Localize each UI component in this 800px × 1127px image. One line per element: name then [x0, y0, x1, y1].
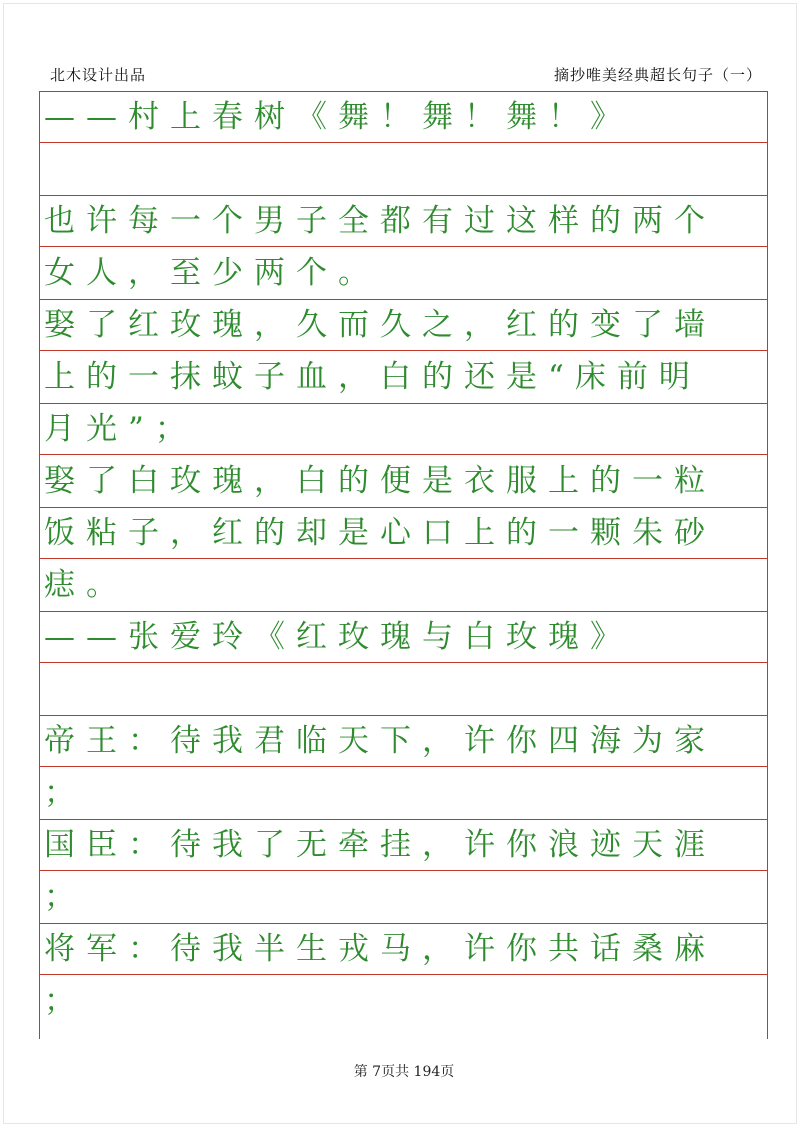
text-line: ——张爱玲《红玫瑰与白玫瑰》 — [44, 619, 632, 655]
text-line: 饭粘子，红的却是心口上的一颗朱砂 — [44, 515, 716, 551]
notebook-page — [4, 4, 796, 1123]
text-line: 国臣：待我了无牵挂，许你浪迹天涯 — [44, 827, 716, 863]
text-line: ； — [44, 775, 86, 811]
publisher-label: 北木设计出品 — [50, 66, 147, 84]
text-line: 痣。 — [44, 567, 128, 603]
text-line: 娶了白玫瑰，白的便是衣服上的一粒 — [44, 463, 716, 499]
text-line: 娶了红玫瑰，久而久之，红的变了墙 — [44, 307, 716, 343]
text-line: 将军：待我半生戎马，许你共话桑麻 — [44, 931, 716, 967]
text-line: 帝王：待我君临天下，许你四海为家 — [44, 723, 716, 759]
text-line: 女人，至少两个。 — [44, 255, 380, 291]
text-line: ； — [44, 879, 86, 915]
text-line: 月光”； — [44, 411, 197, 447]
text-line: 也许每一个男子全都有过这样的两个 — [44, 203, 716, 239]
ruled-writing-sheet — [39, 91, 768, 1039]
document-title: 摘抄唯美经典超长句子（一） — [553, 66, 762, 84]
text-line: 上的一抹蚊子血，白的还是“床前明 — [44, 359, 701, 395]
page-number: 第 7页共 194页 — [353, 1064, 455, 1080]
text-line: ； — [44, 983, 86, 1019]
text-line: ——村上春树《舞！舞！舞！》 — [44, 99, 632, 135]
